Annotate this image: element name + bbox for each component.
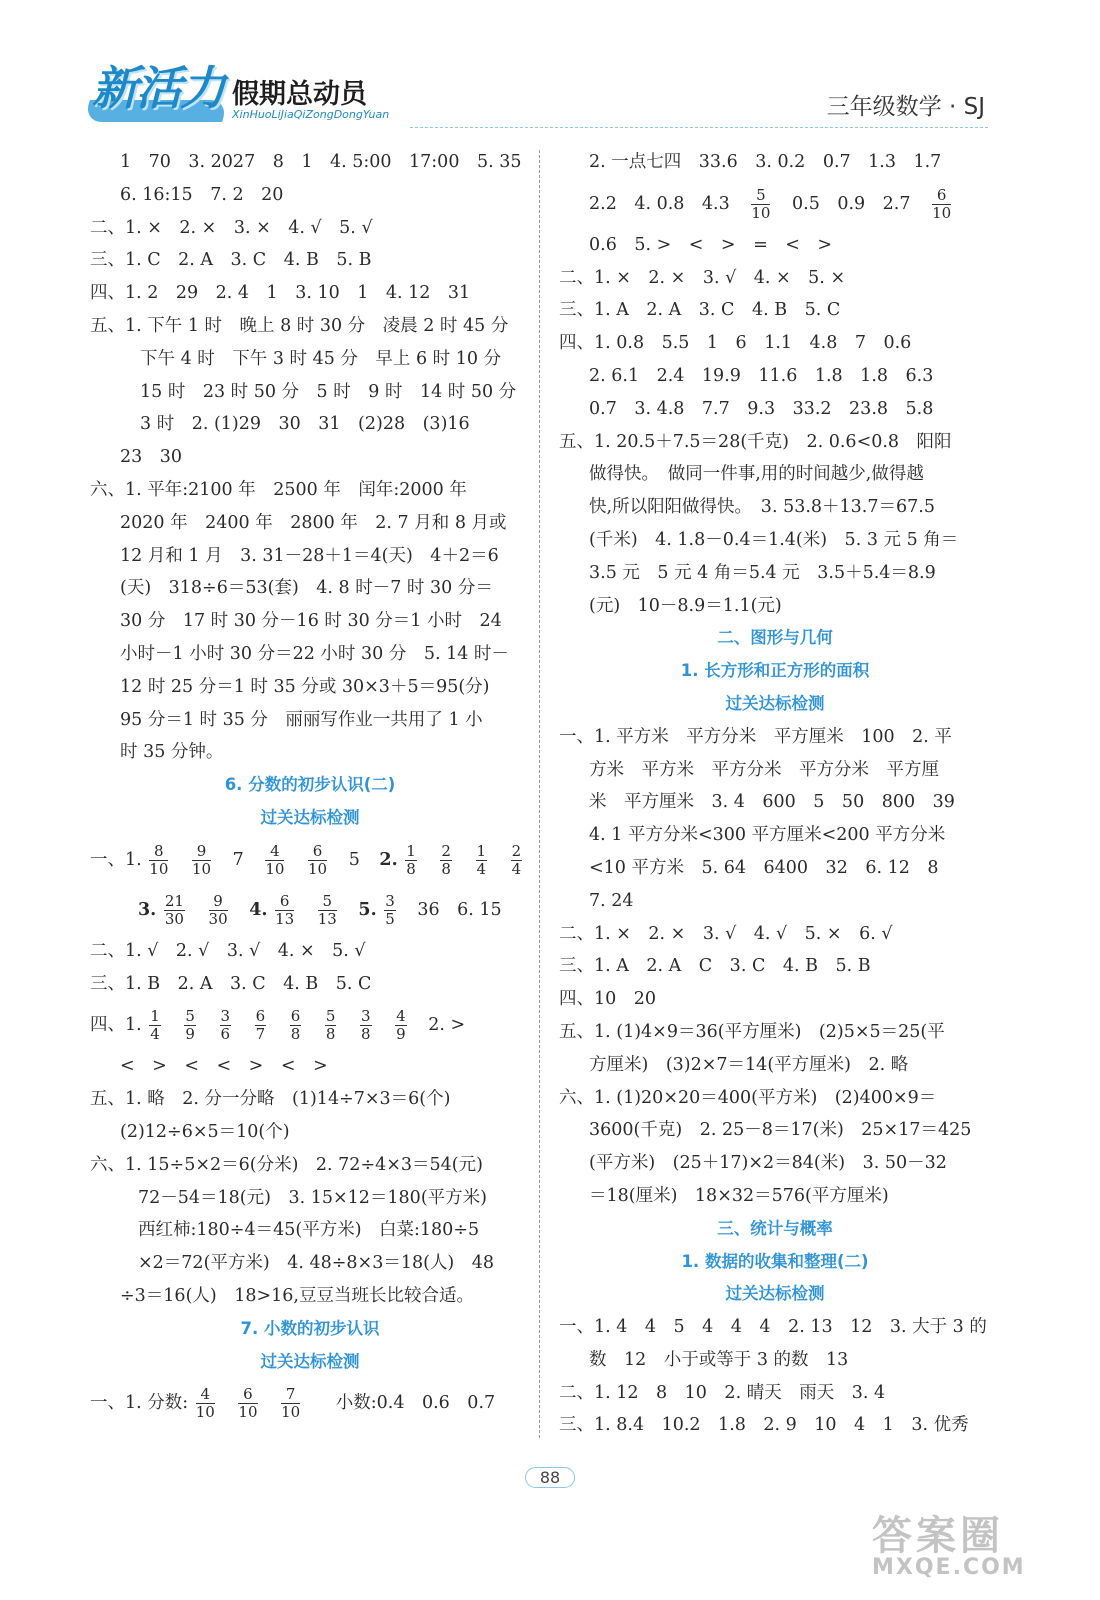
answer-line: 一、1. 4 4 5 4 4 4 2. 13 12 3. 大于 3 的: [559, 1317, 987, 1338]
fraction: $\frac{6}{10}$: [238, 1385, 258, 1422]
answer-value: 36 6. 15: [417, 899, 502, 920]
fraction: $\frac{6}{7}$: [255, 1007, 266, 1044]
fraction: $\frac{3}{5}$: [385, 891, 395, 928]
answer-line: 15 时 23 时 50 分 5 时 9 时 14 时 50 分: [140, 381, 517, 402]
fraction: $\frac{21}{30}$: [164, 891, 184, 928]
answer-line: 三、1. B 2. A 3. C 4. B 5. C: [90, 973, 372, 994]
answer-line: 二、1. × 2. × 3. √ 4. × 5. ×: [559, 267, 846, 288]
section-title: 1. 长方形和正方形的面积: [680, 661, 870, 681]
brand-logo: 新活力: [92, 61, 224, 115]
answer-line: 一、1. 平方米 平方分米 平方厘米 100 2. 平: [559, 726, 952, 747]
fraction-answer-line: [90, 1378, 530, 1428]
answer-line: 二、1. 12 8 10 2. 晴天 雨天 3. 4: [559, 1382, 886, 1403]
left-column: [90, 146, 530, 1428]
answer-line: 2020 年 2400 年 2800 年 2. 7 月和 8 月或: [120, 512, 507, 533]
answer-line: 30 分 17 时 30 分－16 时 30 分＝1 小时 24: [120, 611, 502, 632]
answer-line: 三、1. A 2. A C 3. C 4. B 5. B: [559, 956, 871, 977]
page-footer: [0, 1467, 1100, 1488]
answer-line: 二、1. × 2. × 3. × 4. √ 5. √: [90, 217, 373, 238]
answer-line: 四、1. 2 29 2. 4 1 3. 10 1 4. 12 31: [90, 283, 471, 304]
answer-line: 小时－1 小时 30 分＝22 小时 30 分 5. 14 时－: [120, 643, 509, 664]
fraction: $\frac{5}{9}$: [185, 1007, 195, 1044]
answer-line: 五、1. 下午 1 时 晚上 8 时 30 分 凌晨 2 时 45 分: [90, 315, 509, 336]
answer-line: ×2＝72(平方米) 4. 48÷8×3＝18(人) 48: [138, 1253, 495, 1274]
answer-line: ＝18(厘米) 18×32＝576(平方厘米): [589, 1185, 889, 1206]
answer-line: 五、1. 略 2. 分一分略 (1)14÷7×3＝6(个): [90, 1089, 451, 1110]
page-number: 88: [525, 1467, 575, 1488]
answer-line: 3600(千克) 2. 25－8＝17(米) 25×17＝425: [589, 1120, 972, 1141]
question-label: 一、1. 分数:: [90, 1393, 189, 1414]
question-number: 3.: [138, 899, 157, 920]
answer-line: 二、1. √ 2. √ 3. √ 4. × 5. √: [90, 940, 366, 961]
answer-line: (天) 318÷6＝53(套) 4. 8 时－7 时 30 分＝: [120, 578, 493, 599]
fraction-answer-line: [90, 1000, 530, 1050]
answer-line: 4. 1 平方分米<300 平方厘米<200 平方分米: [589, 825, 946, 846]
grade-subject-label: 三年级数学 · SJ: [826, 94, 985, 120]
header-divider: [410, 127, 988, 128]
fraction: $\frac{6}{10}$: [932, 185, 952, 222]
answer-value: 小数:0.4 0.6 0.7: [335, 1393, 496, 1414]
fraction: $\frac{3}{8}$: [361, 1007, 371, 1044]
answer-line: 时 35 分钟。: [120, 742, 224, 763]
fraction: $\frac{9}{10}$: [191, 841, 212, 878]
fraction-answer-line: [559, 179, 991, 229]
answer-value: 5: [348, 849, 360, 870]
column-divider: [539, 150, 540, 1438]
answer-value: 2. >: [428, 1015, 466, 1036]
watermark-logo-text: 答案圈: [872, 1513, 1004, 1559]
fraction: $\frac{5}{13}$: [317, 891, 337, 928]
fraction: $\frac{2}{8}$: [441, 841, 451, 878]
section-subtitle: 过关达标检测: [260, 1351, 360, 1371]
answer-line: 12 月和 1 月 3. 31－28＋1＝4(天) 4＋2＝6: [120, 545, 499, 566]
fraction: $\frac{8}{10}$: [149, 841, 169, 878]
answer-line: 三、1. C 2. A 3. C 4. B 5. B: [90, 250, 372, 271]
answer-value: 2.2 4. 0.8 4.3: [589, 193, 730, 214]
answer-line: <10 平方米 5. 64 6400 32 6. 12 8: [589, 857, 939, 878]
fraction: $\frac{1}{8}$: [406, 841, 416, 878]
fraction: $\frac{6}{13}$: [275, 891, 295, 928]
fraction-answer-line: [90, 885, 530, 935]
answer-value: 7: [232, 849, 244, 870]
question-number: 5.: [358, 899, 377, 920]
fraction: $\frac{3}{6}$: [220, 1007, 231, 1044]
fraction: $\frac{1}{4}$: [476, 841, 487, 878]
answer-line: (平方米) (25＋17)×2＝84(米) 3. 50－32: [589, 1153, 947, 1174]
question-label: 一、1.: [90, 849, 142, 870]
answer-value: 0.5 0.9 2.7: [792, 193, 911, 214]
answer-line: 0.6 5. > < > = < >: [589, 234, 833, 255]
page-header: [0, 0, 1100, 140]
fraction: $\frac{6}{10}$: [308, 841, 328, 878]
brand-pinyin: XinHuoLiJiaQiZongDongYuan: [232, 108, 390, 121]
answer-line: (千米) 4. 1.8－0.4＝1.4(米) 5. 3 元 5 角＝: [589, 529, 959, 550]
fraction: $\frac{4}{10}$: [265, 841, 285, 878]
question-number: 4.: [249, 899, 268, 920]
answer-line: 西红柿:180÷4＝45(平方米) 白菜:180÷5: [138, 1220, 480, 1241]
answer-line: ÷3＝16(人) 18>16,豆豆当班长比较合适。: [120, 1285, 474, 1306]
answer-line: 12 时 25 分＝1 时 35 分或 30×3＋5＝95(分): [120, 676, 490, 697]
answer-line: 四、10 20: [559, 989, 657, 1010]
answer-line: 23 30: [120, 447, 183, 468]
answer-line: 米 平方厘米 3. 4 600 5 50 800 39: [589, 792, 955, 813]
answer-line: 方米 平方米 平方分米 平方分米 平方厘: [589, 759, 939, 780]
answer-line: 五、1. 20.5＋7.5＝28(千克) 2. 0.6<0.8 阳阳: [559, 431, 952, 452]
answer-line: 五、1. (1)4×9＝36(平方厘米) (2)5×5＝25(平: [559, 1021, 945, 1042]
section-title: 6. 分数的初步认识(二): [224, 775, 396, 795]
fraction: $\frac{6}{8}$: [290, 1007, 301, 1044]
answer-line: 3.5 元 5 元 4 角＝5.4 元 3.5＋5.4＝8.9: [589, 562, 936, 583]
fraction: $\frac{7}{10}$: [281, 1385, 301, 1422]
fraction: $\frac{9}{30}$: [208, 891, 228, 928]
right-column: [559, 146, 991, 1442]
fraction: $\frac{1}{4}$: [150, 1007, 160, 1044]
answer-line: 72－54＝18(元) 3. 15×12＝180(平方米): [138, 1187, 487, 1208]
fraction-answer-line: [90, 835, 530, 885]
answer-line: 三、1. A 2. A 3. C 4. B 5. C: [559, 300, 841, 321]
answer-line: 95 分＝1 时 35 分 丽丽写作业一共用了 1 小: [120, 709, 483, 730]
question-label: 四、1.: [90, 1015, 142, 1036]
section-subtitle: 过关达标检测: [725, 693, 825, 713]
question-number: 2.: [379, 849, 398, 870]
answer-line: 六、1. 平年:2100 年 2500 年 闰年:2000 年: [90, 479, 467, 500]
answer-line: 三、1. 8.4 10.2 1.8 2. 9 10 4 1 3. 优秀: [559, 1415, 969, 1436]
answer-line: 四、1. 0.8 5.5 1 6 1.1 4.8 7 0.6: [559, 333, 912, 354]
answer-line: 下午 4 时 下午 3 时 45 分 早上 6 时 10 分: [140, 348, 502, 369]
answer-line: (元) 10－8.9＝1.1(元): [589, 595, 782, 616]
answer-line: 六、1. (1)20×20＝400(平方米) (2)400×9＝: [559, 1087, 937, 1108]
section-subtitle: 过关达标检测: [725, 1284, 825, 1304]
answer-line: 0.7 3. 4.8 7.7 9.3 33.2 23.8 5.8: [589, 398, 934, 419]
watermark-domain: MXQE.COM: [872, 1555, 1026, 1580]
section-title: 7. 小数的初步认识: [240, 1318, 380, 1338]
answer-line: 1 70 3. 2027 8 1 4. 5:00 17:00 5. 35: [120, 152, 522, 172]
fraction: $\frac{4}{9}$: [396, 1007, 406, 1044]
answer-line: 3 时 2. (1)29 30 31 (2)28 (3)16: [140, 414, 470, 435]
answer-line: < > < < > < >: [120, 1056, 328, 1077]
chapter-title: 三、统计与概率: [717, 1218, 833, 1238]
answer-line: 做得快。 做同一件事,用的时间越少,做得越: [589, 464, 924, 485]
section-title: 1. 数据的收集和整理(二): [681, 1251, 869, 1271]
answer-line: 7. 24: [589, 890, 634, 911]
answer-line: 数 12 小于或等于 3 的数 13: [589, 1349, 849, 1370]
fraction: $\frac{2}{4}$: [511, 841, 522, 878]
answer-line: 2. 6.1 2.4 19.9 11.6 1.8 1.8 6.3: [589, 365, 934, 386]
answer-line: 六、1. 15÷5×2＝6(分米) 2. 72÷4×3＝54(元): [90, 1154, 483, 1175]
section-subtitle: 过关达标检测: [260, 807, 360, 827]
answer-line: 2. 一点七四 33.6 3. 0.2 0.7 1.3 1.7: [589, 152, 942, 172]
fraction: $\frac{5}{8}$: [325, 1007, 336, 1044]
fraction: $\frac{5}{10}$: [751, 185, 771, 222]
brand-title: 假期总动员: [232, 79, 367, 110]
answer-line: 二、1. × 2. × 3. √ 4. √ 5. × 6. √: [559, 923, 893, 944]
answer-line: 6. 16:15 7. 2 20: [120, 184, 284, 205]
answer-line: (2)12÷6×5＝10(个): [120, 1121, 290, 1142]
answer-line: 方厘米) (3)2×7＝14(平方厘米) 2. 略: [589, 1054, 909, 1075]
site-watermark: [872, 1504, 1072, 1582]
fraction: $\frac{4}{10}$: [195, 1385, 215, 1422]
answer-line: 快,所以阳阳做得快。 3. 53.8＋13.7＝67.5: [589, 497, 935, 518]
chapter-title: 二、图形与几何: [717, 628, 833, 648]
